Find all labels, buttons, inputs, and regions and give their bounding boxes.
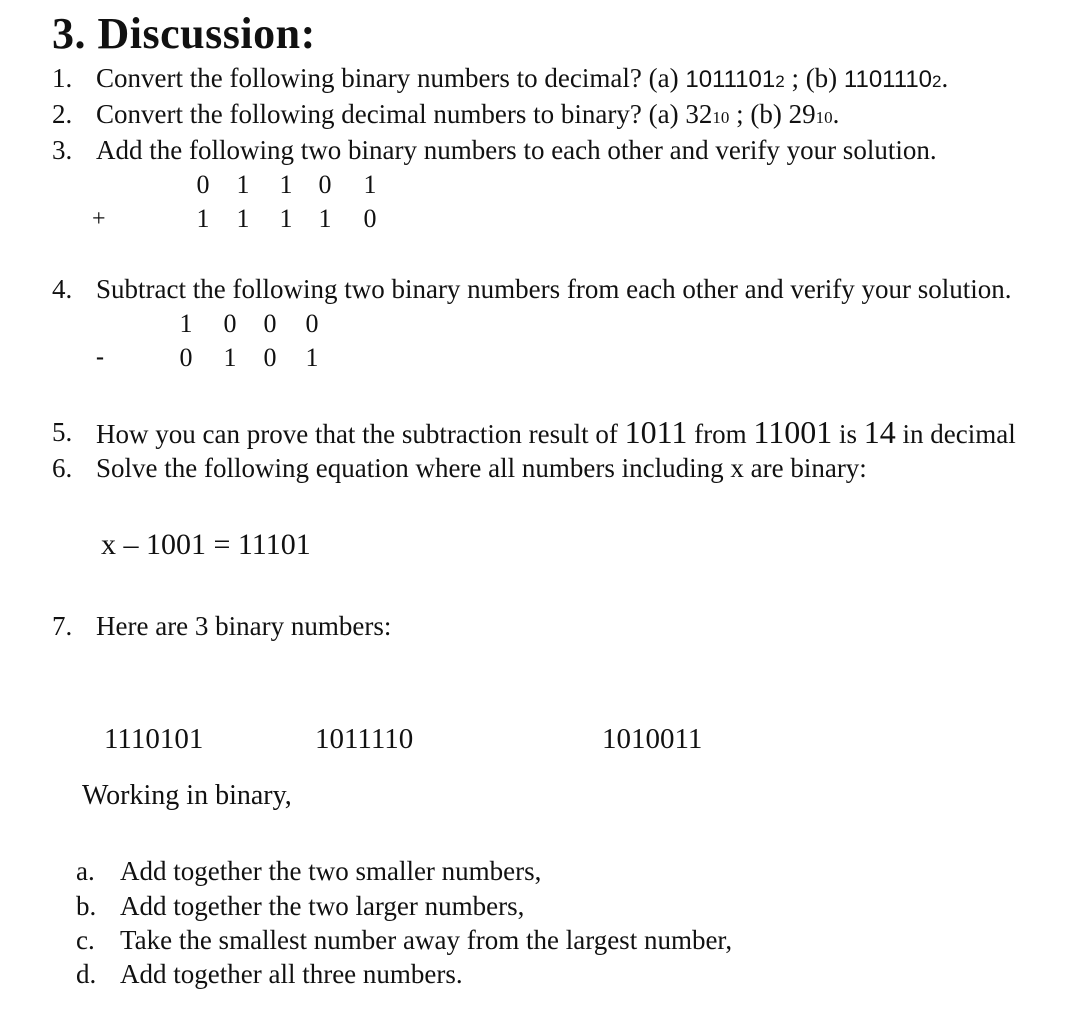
end-punct: . xyxy=(941,63,949,93)
binary-value-b: 1101110 xyxy=(843,66,933,93)
binary-value-a: 1011101 xyxy=(685,66,776,93)
digit: 0 xyxy=(263,343,277,372)
question-number: 1. xyxy=(52,63,73,93)
sub-question-text: Add together all three numbers. xyxy=(120,959,463,989)
addition-row-2 xyxy=(0,204,400,236)
sub-question-text: Add together the two smaller numbers, xyxy=(120,856,542,886)
number-1011: 1011 xyxy=(624,414,688,450)
sub-question-letter: a. xyxy=(76,856,95,886)
minus-operator: - xyxy=(96,344,104,370)
digit: 1 xyxy=(318,204,332,233)
question-5-text-c: is xyxy=(832,419,864,449)
question-5-text-d: in decimal xyxy=(895,419,1016,449)
number-14: 14 xyxy=(863,414,896,450)
digit: 1 xyxy=(196,204,210,233)
digit: 0 xyxy=(179,343,193,372)
sub-question-letter: b. xyxy=(76,891,97,921)
addition-row-1 xyxy=(0,170,400,202)
question-2-prompt: Convert the following decimal numbers to binary? (a) 32 xyxy=(96,99,713,129)
question-3 xyxy=(0,134,1080,166)
question-1-prompt: Convert the following binary numbers to decimal? (a) xyxy=(96,63,686,93)
sub-question-d xyxy=(0,958,1080,990)
question-1 xyxy=(0,62,1080,94)
question-text xyxy=(96,416,1016,450)
section-heading: 3. Discussion: xyxy=(52,9,316,58)
question-number: 6. xyxy=(52,453,73,483)
digit: 1 xyxy=(223,343,237,372)
question-5-text-b: from xyxy=(687,419,754,449)
base-subscript: 2 xyxy=(932,72,942,91)
plus-operator: + xyxy=(92,206,106,232)
question-text xyxy=(96,98,839,134)
question-4 xyxy=(0,273,1080,305)
question-number: 5. xyxy=(52,417,73,447)
digit: 1 xyxy=(179,309,193,338)
sub-question-b xyxy=(0,890,1080,922)
base-subscript: 10 xyxy=(712,108,730,127)
digit: 1 xyxy=(236,170,250,199)
number-11001: 11001 xyxy=(753,414,833,450)
digit: 1 xyxy=(279,204,293,233)
sub-question-letter: c. xyxy=(76,925,95,955)
separator: ; (b) xyxy=(784,63,844,93)
digit: 0 xyxy=(196,170,210,199)
binary-number-3: 1010011 xyxy=(602,723,703,755)
question-6 xyxy=(0,452,1080,484)
question-text: Subtract the following two binary numbers from each other and verify your solution. xyxy=(96,274,1012,304)
question-number: 2. xyxy=(52,99,73,129)
question-text: Add the following two binary numbers to each other and verify your solution. xyxy=(96,135,937,165)
sub-question-letter: d. xyxy=(76,959,97,989)
sub-question-a xyxy=(0,855,1080,887)
sub-question-text: Take the smallest number away from the largest number, xyxy=(120,925,733,955)
question-text: Here are 3 binary numbers: xyxy=(96,611,392,641)
digit: 0 xyxy=(318,170,332,199)
separator: ; (b) 29 xyxy=(729,99,816,129)
binary-number-2: 1011110 xyxy=(315,723,414,755)
question-7 xyxy=(0,610,1080,642)
question-5 xyxy=(0,416,1080,450)
question-text: Solve the following equation where all numbers including x are binary: xyxy=(96,453,867,483)
question-number: 7. xyxy=(52,611,73,641)
base-subscript: 2 xyxy=(775,72,785,91)
binary-number-1: 1110101 xyxy=(104,723,204,755)
subtraction-row-2 xyxy=(0,343,400,375)
digit: 1 xyxy=(279,170,293,199)
question-2 xyxy=(0,98,1080,130)
digit: 0 xyxy=(305,309,319,338)
sub-question-c xyxy=(0,924,1080,956)
sub-question-text: Add together the two larger numbers, xyxy=(120,891,525,921)
digit: 1 xyxy=(305,343,319,372)
working-label: Working in binary, xyxy=(82,780,292,811)
digit: 0 xyxy=(263,309,277,338)
digit: 1 xyxy=(363,170,377,199)
question-number: 3. xyxy=(52,135,73,165)
question-text xyxy=(96,62,948,98)
question-5-text-a: How you can prove that the subtraction result of xyxy=(96,419,625,449)
digit: 1 xyxy=(236,204,250,233)
base-subscript: 10 xyxy=(815,108,833,127)
equation: x – 1001 = 11101 xyxy=(101,528,311,561)
digit: 0 xyxy=(363,204,377,233)
end-punct: . xyxy=(832,99,840,129)
question-number: 4. xyxy=(52,274,73,304)
subtraction-row-1 xyxy=(0,309,400,341)
digit: 0 xyxy=(223,309,237,338)
